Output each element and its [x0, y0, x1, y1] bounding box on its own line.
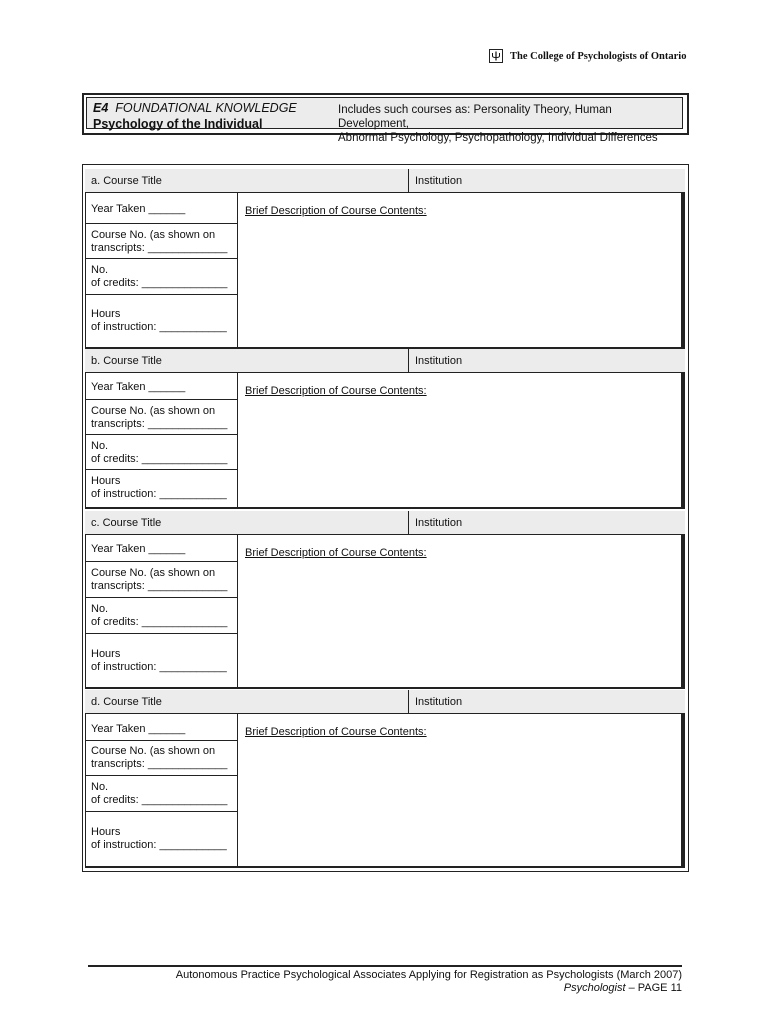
institution-field[interactable]: Institution: [415, 355, 463, 367]
credits-line2: of credits: ______________: [91, 453, 228, 465]
course-no-line2: transcripts: _____________: [91, 418, 228, 430]
footer-page-number: – PAGE 11: [625, 982, 682, 994]
credits-line1: No.: [91, 264, 109, 276]
course-no-line1: Course No. (as shown on: [91, 405, 216, 417]
year-taken-label: Year Taken ______: [91, 203, 186, 215]
course-no-line2: transcripts: _____________: [91, 242, 228, 254]
course-title-field[interactable]: a. Course Title: [91, 175, 162, 187]
college-logo-icon: [489, 49, 503, 63]
title-divider: [408, 690, 409, 714]
course-no-field[interactable]: [85, 224, 237, 259]
year-taken-field[interactable]: [85, 535, 237, 562]
course-title-bar: [85, 511, 685, 535]
section-code-heading: [93, 101, 297, 115]
section-header-box: [82, 93, 689, 144]
section-desc-line1: Includes such courses as: Personality Theory, Human Development,: [338, 104, 612, 130]
title-divider: [408, 349, 409, 373]
course-details-column: [85, 373, 238, 509]
section-code: E4: [93, 101, 109, 115]
title-divider: [408, 511, 409, 535]
course-title-field[interactable]: b. Course Title: [91, 355, 162, 367]
credits-field[interactable]: [85, 259, 237, 295]
hours-field[interactable]: [85, 812, 237, 866]
hours-line1: Hours: [91, 826, 121, 838]
course-no-field[interactable]: [85, 400, 237, 435]
credits-field[interactable]: [85, 776, 237, 812]
brief-description-field[interactable]: Brief Description of Course Contents:: [245, 385, 427, 397]
institution-field[interactable]: Institution: [415, 517, 463, 529]
course-no-field[interactable]: [85, 741, 237, 776]
section-heading: FOUNDATIONAL KNOWLEDGE: [115, 101, 297, 115]
hours-line2: of instruction: ___________: [91, 321, 227, 333]
credits-field[interactable]: [85, 435, 237, 470]
brief-description-field[interactable]: Brief Description of Course Contents:: [245, 726, 427, 738]
course-block-c: [85, 511, 685, 689]
course-no-line1: Course No. (as shown on: [91, 745, 216, 757]
brief-description-field[interactable]: Brief Description of Course Contents:: [245, 205, 427, 217]
hours-line1: Hours: [91, 308, 121, 320]
course-details-column: [85, 714, 238, 868]
footer-rule: [88, 965, 682, 967]
year-taken-label: Year Taken ______: [91, 723, 186, 735]
credits-line2: of credits: ______________: [91, 794, 228, 806]
hours-line1: Hours: [91, 475, 121, 487]
course-block-a: [85, 169, 685, 349]
section-header-inner: [86, 97, 683, 144]
course-title-bar: [85, 690, 685, 714]
institution-field[interactable]: Institution: [415, 696, 463, 708]
hours-line2: of instruction: ___________: [91, 839, 227, 851]
hours-field[interactable]: [85, 295, 237, 347]
footer-page-italic: Psychologist: [563, 982, 626, 994]
hours-line1: Hours: [91, 648, 121, 660]
credits-line1: No.: [91, 781, 109, 793]
year-taken-field[interactable]: [85, 193, 237, 224]
hours-field[interactable]: [85, 470, 237, 507]
course-details-column: [85, 193, 238, 349]
footer-title: Autonomous Practice Psychological Associates Applying for Registration as Psychologists (March 2007): [175, 969, 682, 981]
course-block-d: [85, 690, 685, 868]
brief-description-field[interactable]: Brief Description of Course Contents:: [245, 547, 427, 559]
course-title-bar: [85, 349, 685, 373]
course-block-b: [85, 349, 685, 509]
title-divider: [408, 169, 409, 193]
footer-page: [564, 982, 682, 994]
year-taken-label: Year Taken ______: [91, 381, 186, 393]
course-title-field[interactable]: c. Course Title: [91, 517, 162, 529]
course-no-line1: Course No. (as shown on: [91, 229, 216, 241]
course-details-column: [85, 535, 238, 689]
year-taken-field[interactable]: [85, 714, 237, 741]
course-title-bar: [85, 169, 685, 193]
credits-line1: No.: [91, 603, 109, 615]
credits-line2: of credits: ______________: [91, 277, 228, 289]
credits-line2: of credits: ______________: [91, 616, 228, 628]
course-no-line2: transcripts: _____________: [91, 580, 228, 592]
course-no-line2: transcripts: _____________: [91, 758, 228, 770]
org-header: [489, 49, 686, 63]
course-title-field[interactable]: d. Course Title: [91, 696, 162, 708]
hours-line2: of instruction: ___________: [91, 661, 227, 673]
course-no-line1: Course No. (as shown on: [91, 567, 216, 579]
section-description: [338, 103, 682, 145]
hours-field[interactable]: [85, 634, 237, 687]
year-taken-label: Year Taken ______: [91, 543, 186, 555]
credits-line1: No.: [91, 440, 109, 452]
section-desc-line2: Abnormal Psychology, Psychopathology, Individual Differences: [338, 132, 658, 144]
course-no-field[interactable]: [85, 562, 237, 598]
credits-field[interactable]: [85, 598, 237, 634]
org-name: The College of Psychologists of Ontario: [510, 50, 687, 62]
section-title: Psychology of the Individual: [93, 117, 263, 131]
year-taken-field[interactable]: [85, 373, 237, 400]
courses-container: [82, 164, 689, 872]
institution-field[interactable]: Institution: [415, 175, 463, 187]
hours-line2: of instruction: ___________: [91, 488, 227, 500]
